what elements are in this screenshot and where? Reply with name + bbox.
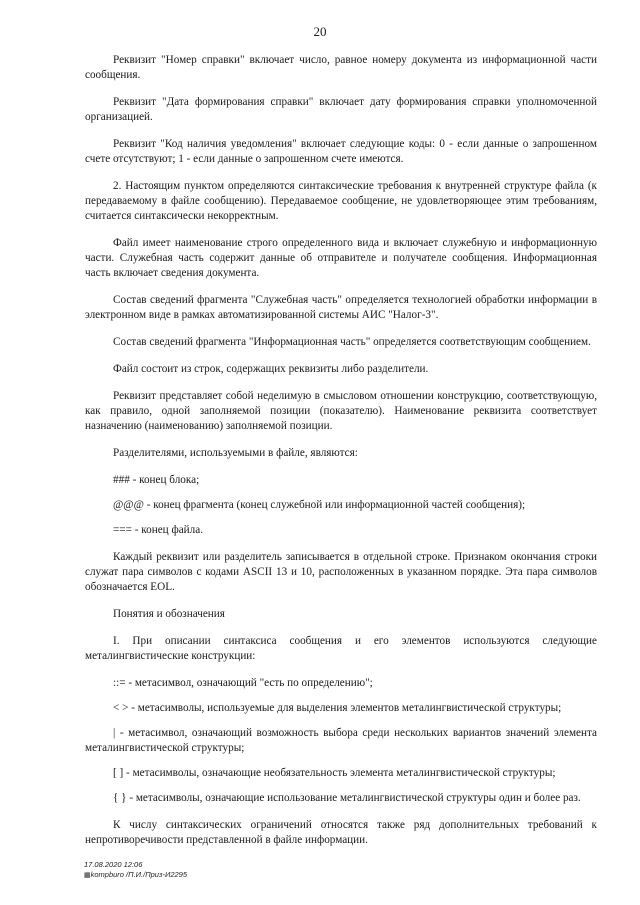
paragraph: Реквизит "Код наличия уведомления" включает следующие коды: 0 - если данные о запрошенном счете отсутствуют; 1 - если данные о запрошенном счете имеются. <box>85 138 597 165</box>
document-body <box>85 53 597 860</box>
metasymbol-item: < > - метасимволы, используемые для выделения элементов металингвистической структуры; <box>113 702 562 714</box>
paragraph: К числу синтаксических ограничений относятся также ряд дополнительных требований к непротиворечивости представленной в файле информации. <box>85 819 597 846</box>
paragraph: Файл состоит из строк, содержащих реквизиты либо разделители. <box>113 363 429 375</box>
footer-timestamp: 17.08.2020 12:06 <box>84 860 143 869</box>
separator-item: ### - конец блока; <box>113 474 200 486</box>
paragraph: Реквизит представляет собой неделимую в смысловом отношении конструкцию, соответствующую, как правило, одной заполняемой позиции (показателю). Наименование реквизита соответствует назначению (наименованию) заполняемой позиции. <box>85 390 597 432</box>
paragraph: Состав сведений фрагмента "Служебная часть" определяется технологией обработки информации в электронном виде в рамках автоматизированной системы АИС "Налог-3". <box>85 294 597 321</box>
paragraph: Реквизит "Номер справки" включает число, равное номеру документа из информационной части сообщения. <box>85 54 597 81</box>
metasymbol-item: [ ] - метасимволы, означающие необязательность элемента металингвистической структуры; <box>113 767 556 779</box>
paragraph: Состав сведений фрагмента "Информационная часть" определяется соответствующим сообщением. <box>113 336 591 348</box>
separator-item: === - конец файла. <box>113 524 203 536</box>
metasymbol-item: ::= - метасимвол, означающий "есть по определению"; <box>113 677 373 689</box>
page-number: 20 <box>313 24 327 39</box>
section-heading: Понятия и обозначения <box>113 608 225 620</box>
paragraph: Реквизит "Дата формирования справки" включает дату формирования справки уполномоченной организацией. <box>85 96 597 123</box>
paragraph: Разделителями, используемыми в файле, являются: <box>113 447 358 459</box>
metasymbol-item: | - метасимвол, означающий возможность выбора среди нескольких вариантов значений элемента металингвистической структуры; <box>85 727 597 754</box>
metasymbol-item: { } - метасимволы, означающие использование металингвистической структуры один и более раз. <box>113 792 581 804</box>
paragraph: I. При описании синтаксиса сообщения и его элементов используются следующие металингвистические конструкции: <box>85 635 597 662</box>
paragraph: Файл имеет наименование строго определенного вида и включает служебную и информационную части. Служебная часть содержит данные об отправителе и получателе сообщения. Информационная часть включает сведения документа. <box>85 237 597 279</box>
paragraph: 2. Настоящим пунктом определяются синтаксические требования к внутренней структуре файла (к передаваемому в файле сообщению). Передаваемое сообщение, не удовлетворяющее этим требованиям, считается синтаксически некорректным. <box>85 180 597 222</box>
footer-path: kompburo /П.И./Приз-И2295 <box>90 870 188 879</box>
separator-item: @@@ - конец фрагмента (конец служебной или информационной частей сообщения); <box>113 499 526 511</box>
document-icon: ▦ <box>84 872 91 879</box>
paragraph: Каждый реквизит или разделитель записывается в отдельной строке. Признаком окончания строки служат пара символов с кодами ASCII 13 и 10, расположенных в указанном порядке. Эта пара символов обозначается EOL. <box>85 551 597 593</box>
footer-stamp <box>84 860 187 881</box>
footer-path-line <box>84 870 187 881</box>
